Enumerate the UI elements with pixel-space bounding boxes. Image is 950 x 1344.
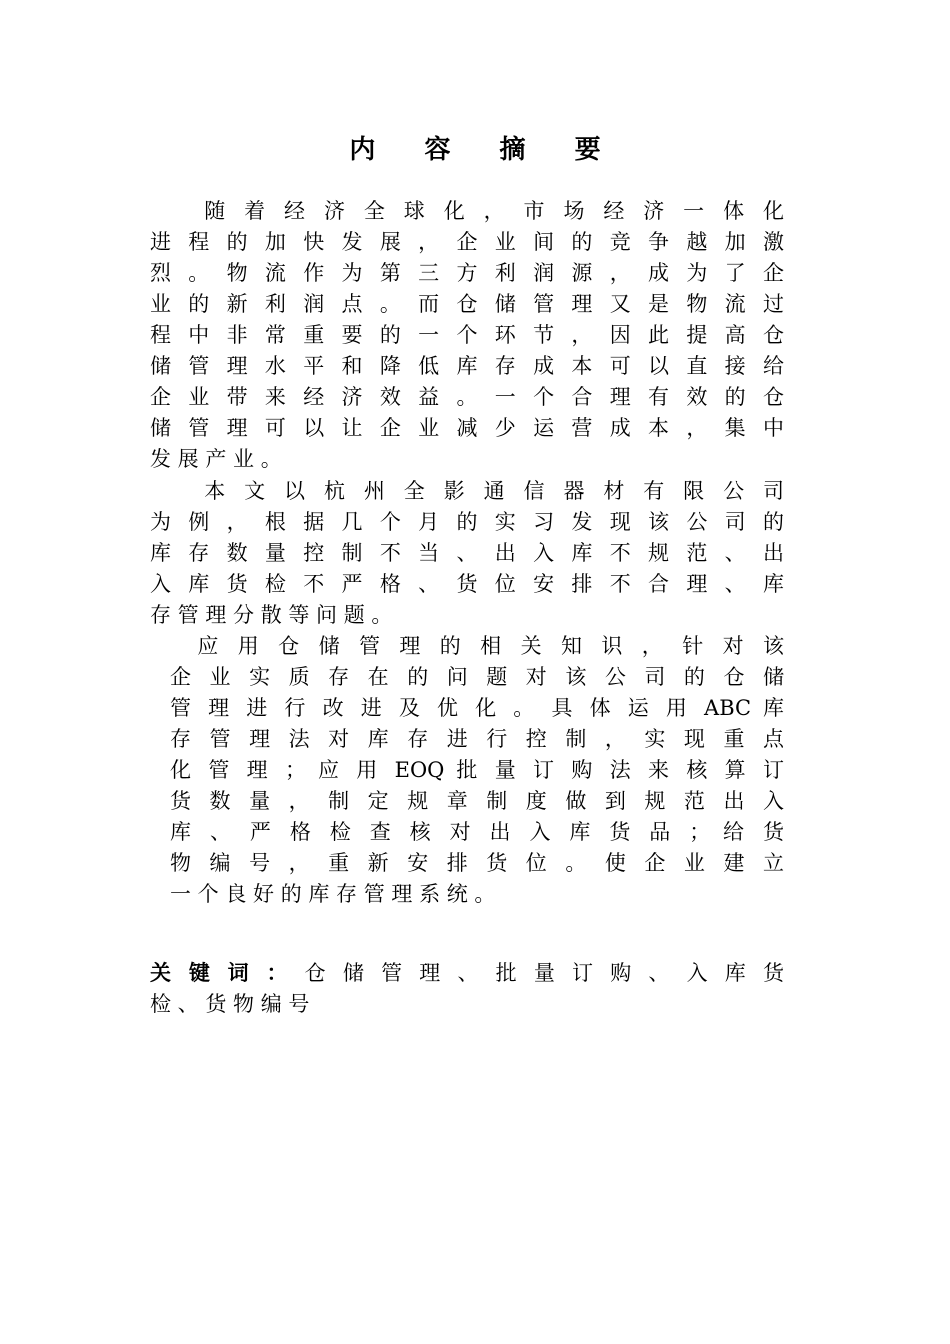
text-line: 存 管 理 法 对 库 存 进 行 控 制 ， 实 现 重 点 — [170, 727, 784, 751]
text-line: 企 业 带 来 经 济 效 益 。 一 个 合 理 有 效 的 仓 — [150, 385, 784, 409]
abstract-paragraph-3 — [170, 631, 784, 910]
text-line: 储 管 理 可 以 让 企 业 减 少 运 营 成 本 ， 集 中 — [150, 416, 784, 440]
text-line: 进 程 的 加 快 发 展 ， 企 业 间 的 竞 争 越 加 激 — [150, 230, 784, 254]
text-line: 为 例 ， 根 据 几 个 月 的 实 习 发 现 该 公 司 的 — [150, 510, 784, 534]
abstract-paragraph-1 — [150, 196, 784, 475]
text-line: 应 用 仓 储 管 理 的 相 关 知 识 ， 针 对 该 — [170, 634, 784, 658]
keywords-section — [150, 958, 784, 1020]
text-line: 发 展 产 业 。 — [150, 447, 282, 471]
text-line: 化 管 理 ； 应 用 EOQ 批 量 订 购 法 来 核 算 订 — [170, 758, 784, 782]
text-line: 货 数 量 ， 制 定 规 章 制 度 做 到 规 范 出 入 — [170, 789, 784, 813]
text-line: 存 管 理 分 散 等 问 题 。 — [150, 603, 393, 627]
abstract-paragraph-2 — [150, 476, 784, 631]
keywords-line-2: 检 、 货 物 编 号 — [150, 992, 310, 1016]
text-line: 业 的 新 利 润 点 。 而 仓 储 管 理 又 是 物 流 过 — [150, 292, 784, 316]
text-line: 库 存 数 量 控 制 不 当 、 出 入 库 不 规 范 、 出 — [150, 541, 784, 565]
text-line: 库 、 严 格 检 查 核 对 出 入 库 货 品 ； 给 货 — [170, 820, 784, 844]
text-line: 物 编 号 ， 重 新 安 排 货 位 。 使 企 业 建 立 — [170, 851, 784, 875]
text-line: 管 理 进 行 改 进 及 优 化 。 具 体 运 用 ABC 库 — [170, 696, 784, 720]
text-line: 一 个 良 好 的 库 存 管 理 系 统 。 — [170, 882, 496, 906]
text-line: 储 管 理 水 平 和 降 低 库 存 成 本 可 以 直 接 给 — [150, 354, 784, 378]
keywords-line-1 — [150, 958, 784, 989]
keywords-label: 关 键 词 ： — [150, 961, 293, 985]
text-line: 随 着 经 济 全 球 化 ， 市 场 经 济 一 体 化 — [150, 199, 784, 223]
page-title: 内 容 摘 要 — [349, 135, 621, 165]
keywords-text: 仓 储 管 理 、 批 量 订 购 、 入 库 货 — [292, 961, 784, 985]
text-line: 本 文 以 杭 州 全 影 通 信 器 材 有 限 公 司 — [150, 479, 784, 503]
text-line: 入 库 货 检 不 严 格 、 货 位 安 排 不 合 理 、 库 — [150, 572, 784, 596]
text-line: 烈 。 物 流 作 为 第 三 方 利 润 源 ， 成 为 了 企 — [150, 261, 784, 285]
text-line: 企 业 实 质 存 在 的 问 题 对 该 公 司 的 仓 储 — [170, 665, 784, 689]
text-line: 程 中 非 常 重 要 的 一 个 环 节 ， 因 此 提 高 仓 — [150, 323, 784, 347]
